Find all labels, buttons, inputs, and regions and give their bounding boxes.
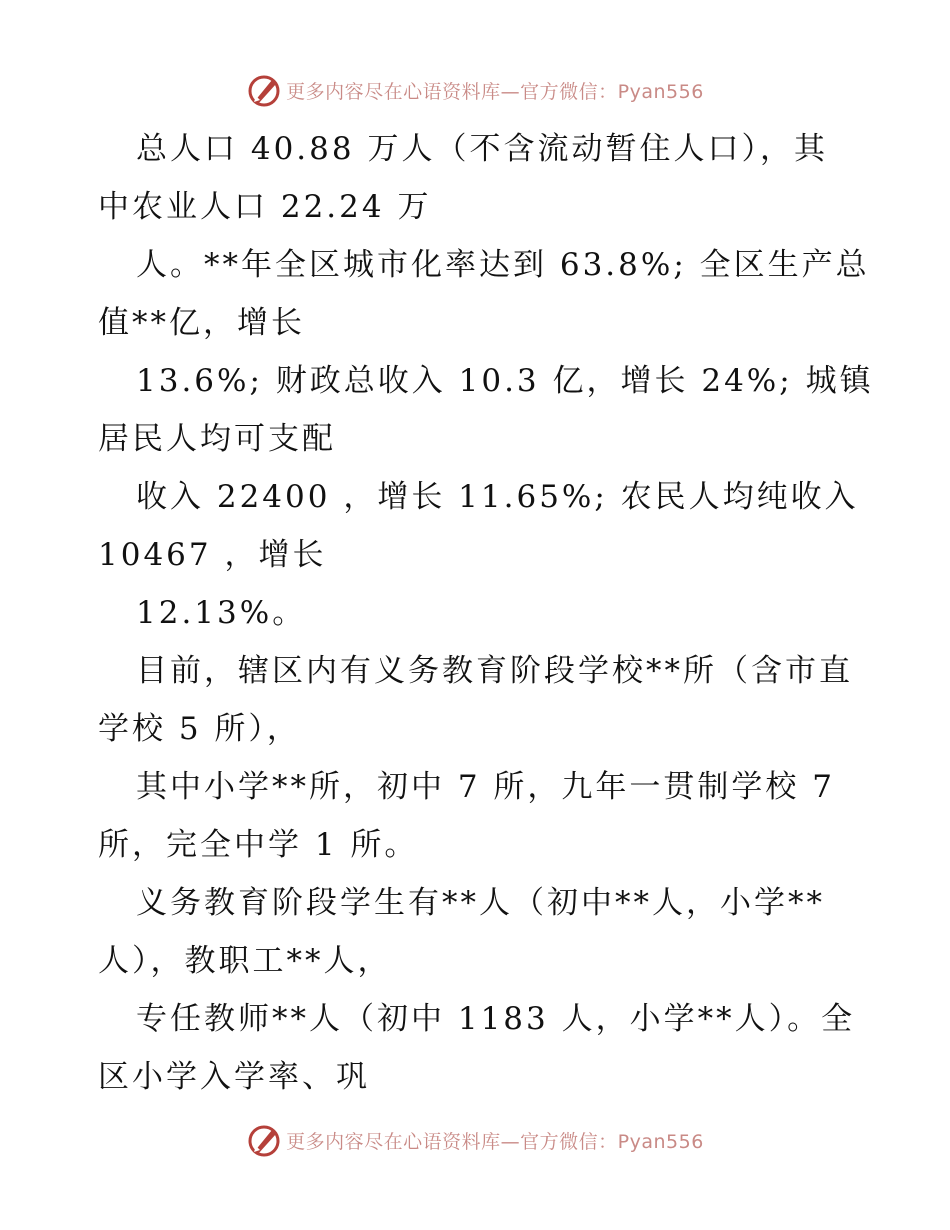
header-banner-text: 更多内容尽在心语资料库—官方微信：Pyan556: [286, 80, 704, 103]
text-line: 10467 ，增长: [98, 537, 327, 573]
text-line: 专任教师**人（初中 1183 人，小学**人）。全: [136, 1001, 856, 1037]
document-body: [98, 120, 874, 1106]
text-line: 值**亿，增长: [98, 305, 305, 341]
text-line: 收入 22400 ，增长 11.65%; 农民人均纯收入: [136, 479, 859, 515]
text-line: 12.13%。: [136, 595, 307, 631]
text-line: 区小学入学率、巩: [98, 1059, 370, 1095]
pen-logo-icon: [246, 72, 282, 108]
text-line: 人。**年全区城市化率达到 63.8%; 全区生产总: [136, 247, 870, 283]
text-line: 中农业人口 22.24 万: [98, 189, 432, 225]
header-banner: [0, 70, 950, 110]
text-line: 学校 5 所），: [98, 711, 301, 747]
footer-banner-text: 更多内容尽在心语资料库—官方微信：Pyan556: [286, 1130, 704, 1153]
text-line: 人），教职工**人，: [98, 943, 392, 979]
footer-banner: [0, 1120, 950, 1160]
text-line: 义务教育阶段学生有**人（初中**人，小学**: [136, 885, 825, 921]
text-line: 总人口 40.88 万人（不含流动暂住人口），其: [136, 131, 828, 167]
text-line: 所，完全中学 1 所。: [98, 827, 419, 863]
text-line: 13.6%; 财政总收入 10.3 亿，增长 24%; 城镇: [136, 363, 874, 399]
pen-logo-icon: [246, 1122, 282, 1158]
text-line: 目前，辖区内有义务教育阶段学校**所（含市直: [136, 653, 853, 689]
text-line: 居民人均可支配: [98, 421, 336, 457]
text-line: 其中小学**所，初中 7 所，九年一贯制学校 7: [136, 769, 836, 805]
